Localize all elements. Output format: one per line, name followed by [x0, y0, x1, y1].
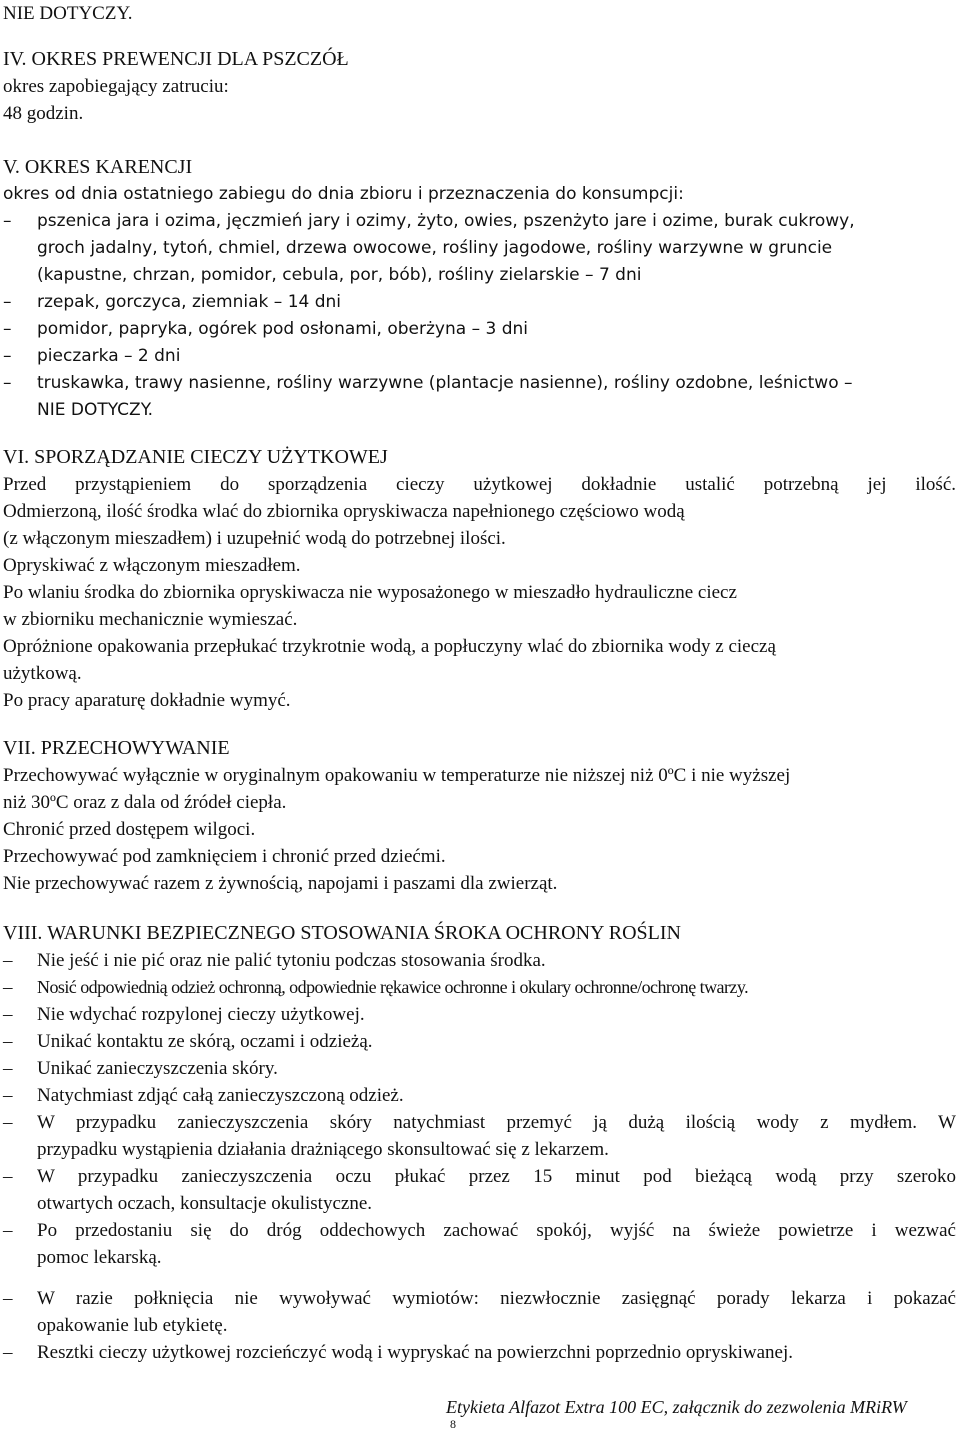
list-item-text: Resztki cieczy użytkowej rozcieńczyć wodą i wypryskać na powierzchni poprzednio opryskiwanej.	[37, 1342, 794, 1363]
list-item	[3, 1217, 956, 1271]
list-item-text: W razie połknięcia nie wywoływać wymiotów: niezwłocznie zasięgnąć porady lekarza i pokazać	[37, 1288, 956, 1309]
paragraph-line: Przechowywać pod zamknięciem i chronić przed dziećmi.	[3, 846, 446, 867]
dash-bullet: –	[3, 1031, 13, 1052]
list-item-text: Nosić odpowiednią odzież ochronną, odpowiednie rękawice ochronne i okulary ochronne/ochronę twarzy.	[37, 977, 749, 997]
list-item-text: W przypadku zanieczyszczenia skóry natychmiast przemyć ją dużą ilością wody z mydłem. W	[37, 1112, 956, 1133]
list-item	[3, 208, 956, 289]
section-viii	[3, 920, 956, 1366]
dash-bullet: –	[3, 1288, 13, 1309]
list-item	[3, 1163, 956, 1217]
withdrawal-value: NIE DOTYCZY.	[37, 400, 154, 420]
list-item-text: pomoc lekarską.	[37, 1247, 162, 1268]
list-item	[3, 289, 956, 316]
withdrawal-value: 2 dni	[137, 346, 181, 366]
paragraph-line: niż 30ºC oraz z dala od źródeł ciepła.	[3, 792, 287, 813]
section-v-intro: okres od dnia ostatniego zabiegu do dnia zbioru i przeznaczenia do konsumpcji:	[3, 184, 684, 204]
section-vii	[3, 735, 956, 897]
paragraph-line: Opróżnione opakowania przepłukać trzykrotnie wodą, a popłuczyny wlać do zbiornika wody z cieczą	[3, 636, 776, 657]
section-viii-heading: VIII. WARUNKI BEZPIECZNEGO STOSOWANIA ŚROKA OCHRONY ROŚLIN	[3, 922, 681, 944]
dash-bullet: –	[3, 1058, 13, 1079]
paragraph-line: Po pracy aparaturę dokładnie wymyć.	[3, 690, 291, 711]
list-item-text: pieczarka –	[37, 346, 138, 366]
list-item	[3, 1082, 956, 1109]
page-footer: Etykieta Alfazot Extra 100 EC, załącznik do zezwolenia MRiRW	[446, 1397, 907, 1417]
dash-bullet: –	[3, 977, 13, 998]
list-item-text: Unikać zanieczyszczenia skóry.	[37, 1058, 278, 1079]
paragraph-line: Przechowywać wyłącznie w oryginalnym opakowaniu w temperaturze nie niższej niż 0ºC i nie wyższej	[3, 765, 791, 786]
continued-text: NIE DOTYCZY.	[3, 3, 133, 24]
withdrawal-value: 14 dni	[287, 292, 342, 312]
paragraph-line: Chronić przed dostępem wilgoci.	[3, 819, 256, 840]
list-item-text: Natychmiast zdjąć całą zanieczyszczoną odzież.	[37, 1085, 404, 1106]
dash-bullet: –	[3, 373, 12, 393]
paragraph-line: Nie przechowywać razem z żywnością, napojami i paszami dla zwierząt.	[3, 873, 558, 894]
paragraph-line: Odmierzoną, ilość środka wlać do zbiornika opryskiwacza napełnionego częściowo wodą	[3, 501, 685, 522]
paragraph-line: Przed przystąpieniem do sporządzenia cieczy użytkowej dokładnie ustalić potrzebną jej ilość.	[3, 474, 956, 495]
list-item-line: pszenica jara i ozima, jęczmień jary i ozimy, żyto, owies, pszenżyto jare i ozime, burak cukrowy,	[37, 211, 855, 231]
dash-bullet: –	[3, 319, 12, 339]
section-iv-subtitle: okres zapobiegający zatruciu:	[3, 76, 229, 97]
paragraph-line: użytkową.	[3, 663, 82, 684]
list-item-text: opakowanie lub etykietę.	[37, 1315, 228, 1336]
dash-bullet: –	[3, 1004, 13, 1025]
list-item-text: Unikać kontaktu ze skórą, oczami i odzieżą.	[37, 1031, 373, 1052]
list-item	[3, 1028, 956, 1055]
dash-bullet: –	[3, 292, 12, 312]
section-vi-heading: VI. SPORZĄDZANIE CIECZY UŻYTKOWEJ	[3, 446, 388, 468]
list-item-text: przypadku wystąpienia działania drażniącego skonsultować się z lekarzem.	[37, 1139, 609, 1160]
list-item	[3, 974, 956, 1001]
list-item-text: otwartych oczach, konsultacje okulistyczne.	[37, 1193, 373, 1214]
section-vii-heading: VII. PRZECHOWYWANIE	[3, 737, 230, 759]
dash-bullet: –	[3, 950, 13, 971]
page-number: 8	[450, 1417, 456, 1431]
section-v-heading: V. OKRES KARENCJI	[3, 156, 193, 178]
section-iv-heading: IV. OKRES PREWENCJI DLA PSZCZÓŁ	[3, 48, 349, 70]
withdrawal-value: 7 dni	[598, 265, 642, 285]
list-item-text: (kapustne, chrzan, pomidor, cebula, por, bób), rośliny zielarskie –	[37, 265, 599, 285]
list-item	[3, 370, 956, 424]
list-item	[3, 1055, 956, 1082]
list-item-text: Po przedostaniu się do dróg oddechowych zachować spokój, wyjść na świeże powietrze i wezwać	[37, 1220, 956, 1241]
list-item	[3, 316, 956, 343]
withdrawal-period-list	[3, 208, 956, 424]
list-item	[3, 1001, 956, 1028]
list-item-text: Nie jeść i nie pić oraz nie palić tytoniu podczas stosowania środka.	[37, 950, 546, 971]
section-iv	[3, 46, 956, 127]
list-item-text: pomidor, papryka, ogórek pod osłonami, oberżyna –	[37, 319, 486, 339]
list-item	[3, 343, 956, 370]
list-item	[3, 1339, 956, 1366]
paragraph-line: (z włączonym mieszadłem) i uzupełnić wodą do potrzebnej ilości.	[3, 528, 506, 549]
dash-bullet: –	[3, 1112, 13, 1133]
safety-list	[3, 947, 956, 1366]
list-item	[3, 947, 956, 974]
list-item	[3, 1285, 956, 1339]
dash-bullet: –	[3, 1085, 13, 1106]
paragraph-line: Opryskiwać z włączonym mieszadłem.	[3, 555, 301, 576]
paragraph-line: Po wlaniu środka do zbiornika opryskiwacza nie wyposażonego w mieszadło hydrauliczne ciecz	[3, 582, 737, 603]
dash-bullet: –	[3, 346, 12, 366]
list-item	[3, 1109, 956, 1163]
dash-bullet: –	[3, 1220, 13, 1241]
paragraph-line: w zbiorniku mechanicznie wymieszać.	[3, 609, 298, 630]
dash-bullet: –	[3, 1342, 13, 1363]
dash-bullet: –	[3, 211, 12, 231]
list-item-text: rzepak, gorczyca, ziemniak –	[37, 292, 288, 312]
list-item-line: groch jadalny, tytoń, chmiel, drzewa owocowe, rośliny jagodowe, rośliny warzywne w gruncie	[37, 238, 833, 258]
section-iv-value: 48 godzin.	[3, 103, 84, 124]
dash-bullet: –	[3, 1166, 13, 1187]
list-item-text: W przypadku zanieczyszczenia oczu płukać przez 15 minut pod bieżącą wodą przy szeroko	[37, 1166, 956, 1187]
list-item-text: Nie wdychać rozpylonej cieczy użytkowej.	[37, 1004, 365, 1025]
withdrawal-value: 3 dni	[485, 319, 528, 339]
section-vi	[3, 444, 956, 714]
section-v	[3, 154, 956, 424]
list-item-text: truskawka, trawy nasienne, rośliny warzywne (plantacje nasienne), rośliny ozdobne, leśnictwo –	[37, 373, 853, 393]
